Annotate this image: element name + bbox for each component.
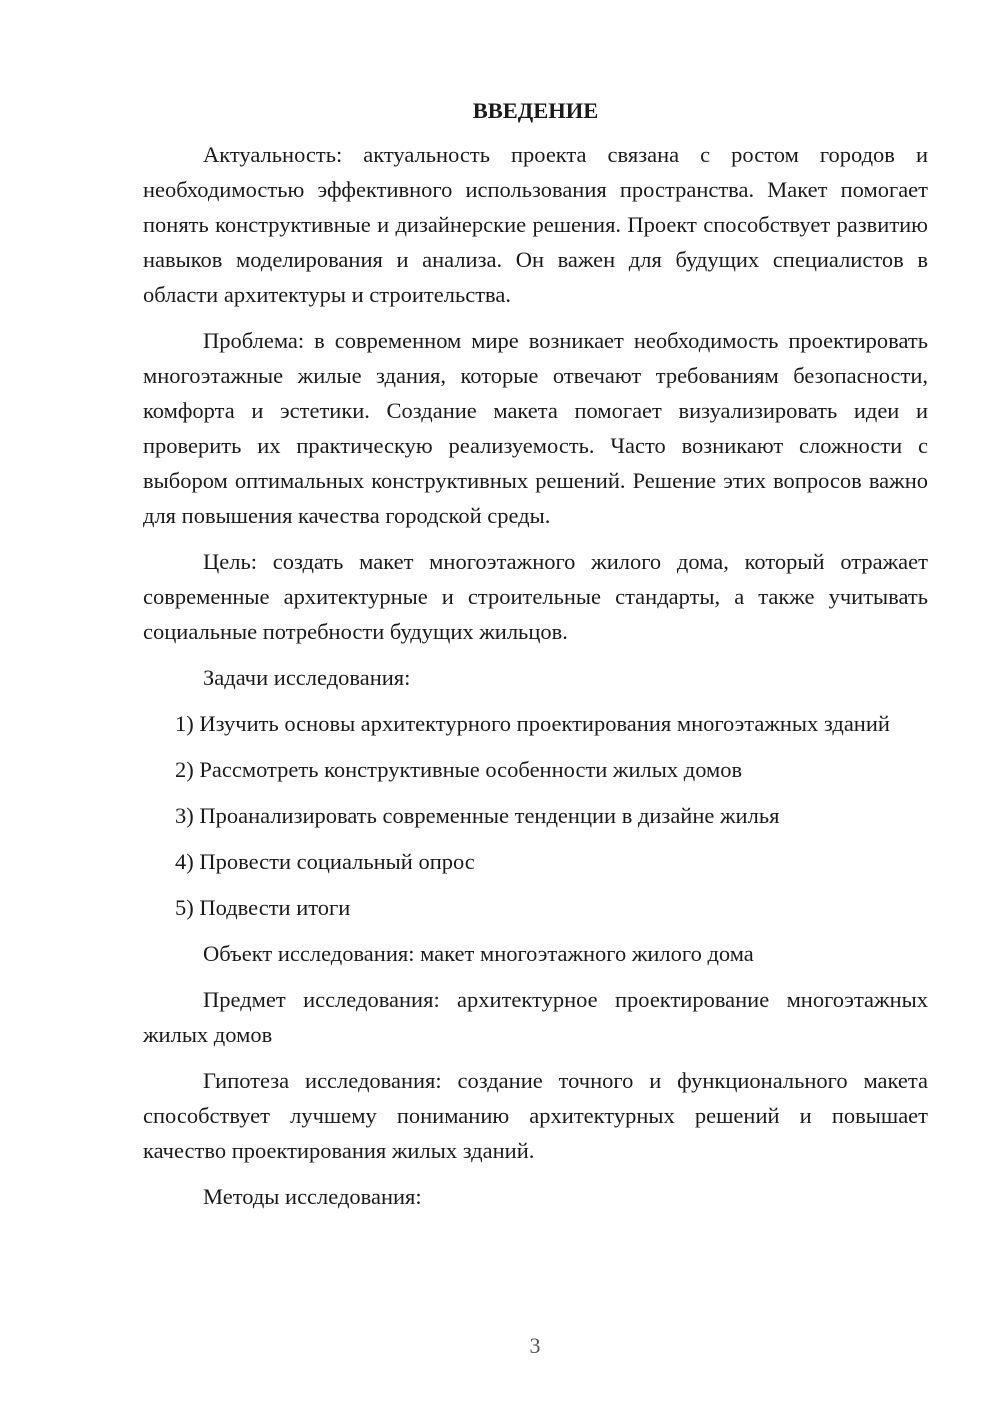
problem-paragraph: Проблема: в современном мире возникает необходимость проектировать многоэтажные жилые здания, которые отвечают требованиям безопасности, комфорта и эстетики. Создание макета помогает визуализировать идеи и проверить их практическую реализуемость. Часто возникают сложности с выбором оптимальных конструктивных решений. Решение этих вопросов важно для повышения качества городской среды.: [143, 328, 928, 528]
subject-paragraph: Предмет исследования: архитектурное проектирование многоэтажных жилых домов: [143, 987, 928, 1047]
object-paragraph: Объект исследования: макет многоэтажного жилого дома: [203, 941, 754, 966]
page-title: ВВЕДЕНИЕ: [472, 98, 599, 123]
task-item-5: 5) Подвести итоги: [175, 895, 351, 920]
task-item-2: 2) Рассмотреть конструктивные особенности жилых домов: [175, 757, 743, 782]
task-item-4: 4) Провести социальный опрос: [175, 849, 475, 874]
methods-heading: Методы исследования:: [203, 1184, 422, 1209]
tasks-heading: Задачи исследования:: [203, 665, 411, 690]
goal-paragraph: Цель: создать макет многоэтажного жилого дома, который отражает современные архитектурные и строительные стандарты, а также учитывать социальные потребности будущих жильцов.: [143, 549, 928, 644]
task-item-1: 1) Изучить основы архитектурного проектирования многоэтажных зданий: [175, 711, 890, 736]
document-page: [143, 95, 928, 1225]
hypothesis-paragraph: Гипотеза исследования: создание точного и функционального макета способствует лучшему пониманию архитектурных решений и повышает качество проектирования жилых зданий.: [143, 1068, 928, 1163]
task-item-3: 3) Проанализировать современные тенденции в дизайне жилья: [175, 803, 780, 828]
relevance-paragraph: Актуальность: актуальность проекта связана с ростом городов и необходимостью эффективного использования пространства. Макет помогает понять конструктивные и дизайнерские решения. Проект способствует развитию навыков моделирования и анализа. Он важен для будущих специалистов в области архитектуры и строительства.: [143, 142, 928, 307]
page-number: 3: [529, 1333, 541, 1358]
